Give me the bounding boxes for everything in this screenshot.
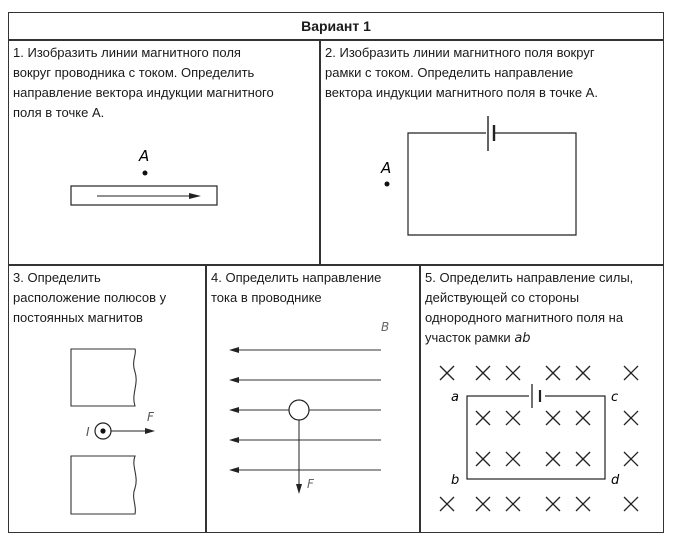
field-cross-icon xyxy=(576,497,590,511)
field-cross-icon xyxy=(546,452,560,466)
task-2-line-2: рамки с током. Определить направление xyxy=(325,65,574,80)
field-cross-icon xyxy=(440,497,454,511)
field-cross-icon xyxy=(546,497,560,511)
task-5-line-2: действующей со стороны xyxy=(425,290,580,305)
task-5-line-4: участок рамки xyxy=(425,330,515,345)
task-4-diagram xyxy=(207,266,421,534)
task-1-number: 1. xyxy=(13,45,24,60)
task-5-frame xyxy=(467,396,605,479)
task-1-line-2: вокруг проводника с током. Определить xyxy=(13,65,255,80)
task-4-line-2: тока в проводнике xyxy=(211,290,322,305)
task-1-cell xyxy=(8,40,320,265)
field-cross-icon xyxy=(624,497,638,511)
task-3-current-label: I xyxy=(86,425,90,439)
task-3-force-label: F xyxy=(147,410,154,424)
task-3-diagram xyxy=(9,266,207,534)
task-3-magnet-top xyxy=(71,349,136,406)
task-1-line-4: поля в точке А. xyxy=(13,105,105,120)
field-cross-icon xyxy=(624,452,638,466)
task-5-segment: ab xyxy=(514,331,531,346)
task-5-number: 5. xyxy=(425,270,436,285)
task-2-point-label: А xyxy=(381,159,392,177)
field-cross-icon xyxy=(506,497,520,511)
task-4-number: 4. xyxy=(211,270,222,285)
variant-title xyxy=(8,12,664,40)
task-5-label-b: b xyxy=(451,473,460,488)
task-3-line-2: расположение полюсов у xyxy=(13,290,167,305)
field-cross-icon xyxy=(576,452,590,466)
task-5-diagram xyxy=(421,266,665,534)
task-2-frame xyxy=(408,133,576,235)
task-5-line-3: однородного магнитного поля на xyxy=(425,310,624,325)
task-3-current-dot xyxy=(100,428,105,433)
task-5-line-1: Определить направление силы, xyxy=(439,270,634,285)
task-2-cell xyxy=(320,40,664,265)
task-5-cell xyxy=(420,265,664,533)
task-1-diagram xyxy=(9,41,321,266)
task-5-label-c: c xyxy=(611,390,619,405)
field-cross-icon xyxy=(476,411,490,425)
task-3-cell xyxy=(8,265,206,533)
field-cross-icon xyxy=(546,366,560,380)
task-1-point-label: А xyxy=(139,147,150,165)
field-cross-icon xyxy=(476,497,490,511)
field-cross-icon xyxy=(624,411,638,425)
task-4-field-label: B xyxy=(381,320,390,334)
task-3-line-1: Определить xyxy=(27,270,101,285)
task-4-force-arrowhead xyxy=(296,484,302,494)
task-2-point-a xyxy=(385,182,390,187)
field-cross-icon xyxy=(476,452,490,466)
task-3-magnet-bottom xyxy=(71,456,136,514)
task-4-line-1: Определить направление xyxy=(225,270,382,285)
task-3-number: 3. xyxy=(13,270,24,285)
task-4-conductor xyxy=(289,400,309,420)
field-cross-icon xyxy=(506,411,520,425)
task-4-cell xyxy=(206,265,420,533)
task-2-diagram xyxy=(321,41,665,266)
field-cross-icon xyxy=(506,366,520,380)
task-1-line-3: направление вектора индукции магнитного xyxy=(13,85,274,100)
task-3-line-3: постоянных магнитов xyxy=(13,310,143,325)
variant-title-text: Вариант 1 xyxy=(301,18,371,34)
task-5-label-a: a xyxy=(451,390,459,405)
task-2-number: 2. xyxy=(325,45,336,60)
task-1-arrowhead xyxy=(189,193,201,199)
task-5-field-crosses xyxy=(440,366,638,511)
task-2-line-3: вектора индукции магнитного поля в точке А. xyxy=(325,85,598,100)
field-cross-icon xyxy=(576,366,590,380)
task-2-line-1: Изобразить линии магнитного поля вокруг xyxy=(339,45,595,60)
field-cross-icon xyxy=(576,411,590,425)
task-1-line-1: Изобразить линии магнитного поля xyxy=(27,45,241,60)
task-3-force-arrowhead xyxy=(145,428,155,434)
task-1-point-a xyxy=(143,171,148,176)
field-cross-icon xyxy=(440,366,454,380)
field-cross-icon xyxy=(546,411,560,425)
field-cross-icon xyxy=(506,452,520,466)
task-5-label-d: d xyxy=(611,473,620,488)
field-cross-icon xyxy=(624,366,638,380)
field-cross-icon xyxy=(476,366,490,380)
task-4-force-label: F xyxy=(307,477,314,491)
